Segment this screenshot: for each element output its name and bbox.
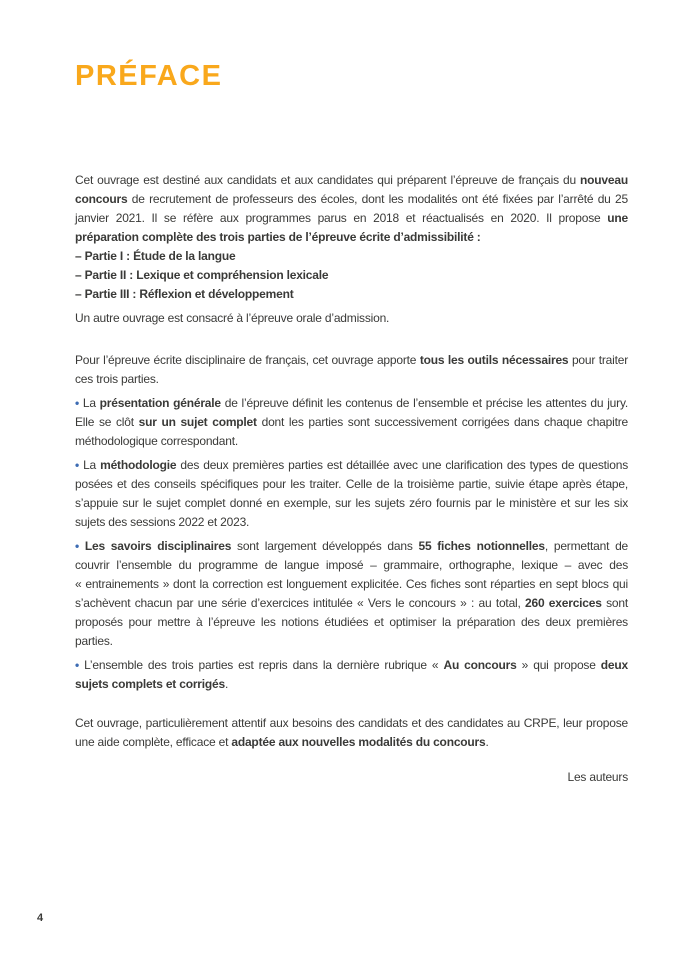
bullet-point-icon: • bbox=[75, 539, 85, 553]
bullet-point-icon: • bbox=[75, 658, 85, 672]
conclusion-paragraph: Cet ouvrage, particulièrement attentif aux besoins des candidats et des candidates au CRPE, leur propose une aide complète, efficace et adaptée aux nouvelles modalités du concours. bbox=[75, 716, 628, 749]
bullet-presentation-generale: • La présentation générale de l’épreuve définit les contenus de l’ensemble et précise les attentes du jury. Elle se clôt sur un sujet complet dont les parties sont successivement corrigées dans chaque chapitre méthodologique correspondant. bbox=[75, 396, 629, 448]
bullet-savoirs-disciplinaires: • Les savoirs disciplinaires sont largement développés dans 55 fiches notionnelles, permettant de couvrir l’ensemble du programme de langue imposé – grammaire, orthographe, lexique – avec des « entrainements » dont la correction est longuement explicitée. Ces fiches sont réparties en sept blocs qui s’achèvent chacun par une série d’exercices intitulée « Vers le concours » : au total, 260 exercices sont proposés pour mettre à l’épreuve les notions étudiées et optimiser la préparation des deux premières parties. bbox=[75, 539, 629, 648]
list-item-partie-3: – Partie III : Réflexion et développement bbox=[75, 287, 294, 301]
page-number: 4 bbox=[37, 912, 44, 924]
autre-ouvrage-paragraph: Un autre ouvrage est consacré à l’épreuve orale d’admission. bbox=[75, 311, 390, 325]
list-item-partie-1: – Partie I : Étude de la langue bbox=[75, 249, 236, 263]
outils-paragraph: Pour l’épreuve écrite disciplinaire de français, cet ouvrage apporte tous les outils nécessaires pour traiter ces trois parties. bbox=[75, 353, 628, 386]
list-item-partie-2: – Partie II : Lexique et compréhension lexicale bbox=[75, 268, 329, 282]
intro-paragraph: Cet ouvrage est destiné aux candidats et aux candidates qui préparent l’épreuve de français du nouveau concours de recrutement de professeurs des écoles, dont les modalités ont été fixées par l’arrêté du 25 janvier 2021. Il se réfère aux programmes parus en 2018 et réactualisés en 2020. Il propose une préparation complète des trois parties de l’épreuve écrite d’admissibilité : bbox=[75, 173, 628, 244]
page-title: PRÉFACE bbox=[75, 60, 223, 92]
bullet-au-concours: • L’ensemble des trois parties est repris dans la dernière rubrique « Au concours » qui propose deux sujets complets et corrigés. bbox=[75, 658, 628, 691]
bullet-methodologie: • La méthodologie des deux premières parties est détaillée avec une clarification des types de questions posées et des conseils spécifiques pour les traiter. Celle de la troisième partie, suivie étape après étape, s’appuie sur le sujet complet donné en exemple, sur les sujets zéro fournis par le ministère et sur les six sujets des sessions 2022 et 2023. bbox=[75, 458, 628, 529]
authors-signature: Les auteurs bbox=[567, 770, 628, 784]
content-column bbox=[75, 171, 628, 787]
bullet-point-icon: • bbox=[75, 396, 83, 410]
bullet-point-icon: • bbox=[75, 458, 84, 472]
preface-body bbox=[75, 171, 628, 752]
